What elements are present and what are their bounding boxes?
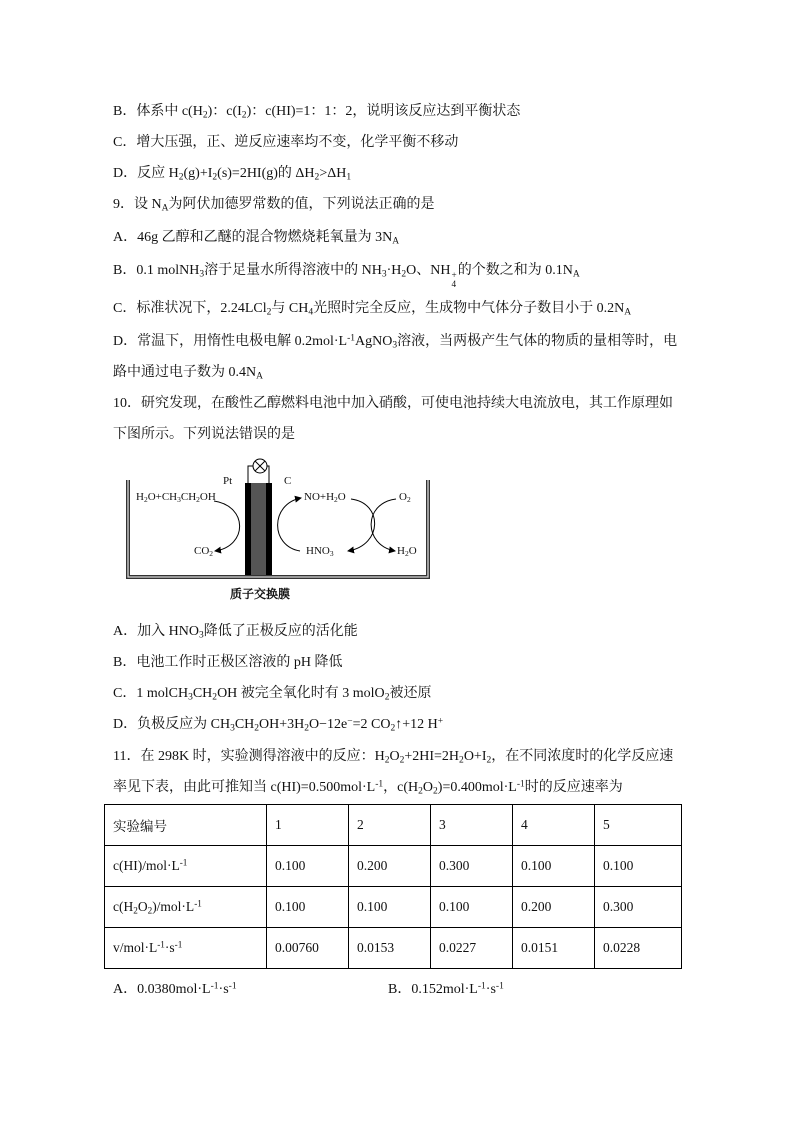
text-run: 10．研究发现，在酸性乙醇燃料电池中加入硝酸，可使电池持续大电流放电，其工作原理如 bbox=[113, 396, 673, 411]
q10-option-d bbox=[113, 715, 443, 735]
q9-option-d-continued bbox=[113, 363, 263, 383]
text-run: (s)=2HI(g)的 ΔH bbox=[217, 166, 315, 181]
table-cell: 0.0228 bbox=[595, 928, 682, 969]
subscript: 2 bbox=[406, 495, 411, 505]
text-run: O、NH bbox=[406, 263, 451, 278]
text-run: 溶液，当两极产生气体的物质的量相等时，电 bbox=[397, 334, 678, 349]
text-run: 降低了正极反应的活化能 bbox=[203, 624, 358, 639]
table-header-cell: 1 bbox=[267, 805, 349, 846]
subscript: 2 bbox=[401, 269, 407, 280]
subscript: 4 bbox=[451, 278, 457, 289]
superscript: + bbox=[437, 716, 444, 727]
anode-reaction-arrow bbox=[214, 501, 240, 551]
row-label bbox=[105, 928, 267, 969]
text-run: 被还原 bbox=[389, 686, 432, 701]
text-run: CH bbox=[180, 491, 197, 503]
superscript: -1 bbox=[495, 981, 504, 992]
table-cell: 0.0153 bbox=[349, 928, 431, 969]
text-run: O bbox=[389, 749, 400, 764]
subscript: 2 bbox=[178, 172, 184, 183]
text-run: OH+3H bbox=[259, 717, 305, 732]
text-run: AgNO bbox=[355, 334, 393, 349]
table-cell: 0.0151 bbox=[513, 928, 595, 969]
q10-option-a bbox=[113, 622, 358, 642]
subscript: 2 bbox=[143, 495, 148, 505]
proton-exchange-membrane bbox=[251, 483, 266, 575]
cathode-wire bbox=[267, 466, 269, 483]
table-cell: 0.100 bbox=[595, 846, 682, 887]
superscript: -1 bbox=[347, 333, 356, 344]
text-run: ，在不同浓度时的化学反应速 bbox=[491, 749, 674, 764]
text-run: 11．在 298K 时，实验测得溶液中的反应：H bbox=[113, 749, 385, 764]
text-run: C．1 molCH bbox=[113, 686, 189, 701]
q8-option-c bbox=[113, 133, 458, 153]
text-run: A．0.0380mol·L bbox=[113, 982, 211, 997]
text-run: B．电池工作时正极区溶液的 pH 降低 bbox=[113, 655, 343, 670]
oxygen-label bbox=[399, 490, 411, 504]
pt-electrode bbox=[245, 483, 251, 575]
text-run: 下图所示。下列说法错误的是 bbox=[113, 427, 295, 442]
text-run: CH bbox=[192, 686, 213, 701]
pt-label bbox=[223, 474, 232, 488]
table-cell: 0.300 bbox=[431, 846, 513, 887]
superscript: + bbox=[451, 270, 457, 281]
subscript: 3 bbox=[230, 723, 235, 734]
membrane-label: 质子交换膜 bbox=[229, 587, 290, 601]
subscript: 3 bbox=[392, 340, 398, 351]
anode-wire bbox=[248, 466, 253, 483]
text-run: ↑+12 H bbox=[395, 717, 438, 732]
text-run: O−12e bbox=[309, 717, 348, 732]
subscript: A bbox=[624, 307, 632, 318]
subscript: 2 bbox=[212, 172, 218, 183]
text-run: C．标准状况下，2.24LCl bbox=[113, 301, 267, 316]
q9-option-b bbox=[113, 261, 580, 289]
table-row bbox=[105, 887, 682, 928]
sub-sup-stack bbox=[452, 271, 457, 289]
subscript: 2 bbox=[390, 723, 396, 734]
subscript: 2 bbox=[196, 495, 200, 505]
text-run: O bbox=[399, 491, 407, 503]
text-run: O bbox=[337, 491, 346, 503]
text-run: A．加入 HNO bbox=[113, 624, 199, 639]
superscript: -1 bbox=[157, 939, 165, 950]
subscript: A bbox=[572, 269, 580, 280]
superscript: -1 bbox=[228, 981, 237, 992]
q10-option-c bbox=[113, 684, 431, 704]
q10-option-b bbox=[113, 653, 342, 673]
row-label bbox=[105, 887, 267, 928]
superscript: -1 bbox=[210, 981, 219, 992]
text-run: CO bbox=[194, 545, 210, 557]
subscript: 2 bbox=[486, 755, 492, 766]
text-run: O+CH bbox=[147, 491, 178, 503]
table-header-cell: 实验编号 bbox=[105, 805, 267, 846]
subscript: 2 bbox=[334, 495, 338, 505]
fuel-cell-diagram bbox=[120, 450, 440, 610]
q8-option-b bbox=[113, 102, 520, 122]
superscript: -1 bbox=[194, 898, 202, 909]
text-run: NO+H bbox=[304, 491, 335, 503]
text-run: CH bbox=[234, 717, 255, 732]
table-cell: 0.100 bbox=[431, 887, 513, 928]
text-run: O bbox=[137, 899, 148, 914]
q9-stem bbox=[113, 195, 435, 215]
subscript: 1 bbox=[346, 172, 352, 183]
subscript: 2 bbox=[212, 692, 218, 703]
subscript: 2 bbox=[241, 110, 247, 121]
superscript: -1 bbox=[516, 779, 525, 790]
nitric-acid-label bbox=[306, 544, 334, 558]
text-run: ·H bbox=[386, 263, 402, 278]
subscript: 2 bbox=[202, 110, 208, 121]
subscript: 2 bbox=[209, 549, 214, 559]
text-run: c(HI)/mol·L bbox=[113, 858, 180, 873]
table-cell: 0.200 bbox=[513, 887, 595, 928]
text-run: H bbox=[136, 491, 144, 503]
subscript: 3 bbox=[381, 269, 387, 280]
text-run: B．0.152mol·L bbox=[388, 982, 478, 997]
text-run: ·s bbox=[164, 940, 175, 955]
text-run: D．反应 H bbox=[113, 166, 179, 181]
anode-product-label bbox=[194, 544, 213, 558]
table-row bbox=[105, 928, 682, 969]
text-run: B．0.1 molNH bbox=[113, 263, 200, 278]
q8-option-d bbox=[113, 164, 351, 184]
text-run: 率见下表，由此可推知当 c(HI)=0.500mol·L bbox=[113, 780, 376, 795]
subscript: 2 bbox=[384, 755, 390, 766]
text-run: D．常温下，用惰性电极电解 0.2mol·L bbox=[113, 334, 348, 349]
table-header-row bbox=[105, 805, 682, 846]
text-run: ，c(H bbox=[383, 780, 419, 795]
text-run: O bbox=[408, 545, 417, 557]
row-label bbox=[105, 846, 267, 887]
subscript: 2 bbox=[304, 723, 310, 734]
subscript: A bbox=[392, 236, 400, 247]
cathode-product-label bbox=[304, 490, 346, 504]
table-row bbox=[105, 846, 682, 887]
text-run: >ΔH bbox=[319, 166, 347, 181]
table-cell: 0.00760 bbox=[267, 928, 349, 969]
text-run: 时的反应速率为 bbox=[524, 780, 623, 795]
text-run: c(H bbox=[113, 899, 134, 914]
text-run: +2HI=2H bbox=[404, 749, 460, 764]
table-cell: 0.100 bbox=[349, 887, 431, 928]
q9-option-d bbox=[113, 332, 677, 352]
subscript: 2 bbox=[418, 786, 423, 797]
text-run: O bbox=[422, 780, 434, 795]
text-run: OH 被完全氧化时有 3 molO bbox=[217, 686, 385, 701]
q11-stem-continued bbox=[113, 778, 623, 798]
subscript: 3 bbox=[329, 549, 334, 559]
text-run: Pt bbox=[223, 475, 233, 487]
text-run: (g)+I bbox=[183, 166, 213, 181]
subscript: 3 bbox=[188, 692, 193, 703]
q11-stem bbox=[113, 747, 673, 767]
carbon-electrode bbox=[266, 483, 272, 575]
text-run: 9．设 N bbox=[113, 197, 162, 212]
subscript: 2 bbox=[266, 307, 272, 318]
text-run: C．增大压强，正、逆反应速率均不变，化学平衡不移动 bbox=[113, 135, 459, 150]
text-run: 溶于足量水所得溶液中的 NH bbox=[204, 263, 382, 278]
subscript: 2 bbox=[147, 905, 153, 916]
subscript: 3 bbox=[199, 269, 205, 280]
table-header-cell: 3 bbox=[431, 805, 513, 846]
text-run: C bbox=[284, 475, 292, 487]
table-cell: 0.100 bbox=[513, 846, 595, 887]
anode-reactants-label bbox=[136, 490, 216, 504]
q11-option-a bbox=[113, 980, 237, 1000]
superscript: -1 bbox=[477, 981, 486, 992]
text-run: 的个数之和为 0.1N bbox=[457, 263, 573, 278]
superscript: − bbox=[347, 716, 353, 727]
table-header-cell: 4 bbox=[513, 805, 595, 846]
table-cell: 0.100 bbox=[267, 846, 349, 887]
subscript: 3 bbox=[198, 630, 204, 641]
superscript: -1 bbox=[375, 779, 384, 790]
subscript: 2 bbox=[399, 755, 405, 766]
q9-option-c bbox=[113, 299, 631, 319]
q10-stem-continued bbox=[113, 425, 295, 445]
subscript: 2 bbox=[433, 786, 438, 797]
subscript: 2 bbox=[254, 723, 260, 734]
cathode-reaction-arrow bbox=[278, 498, 301, 551]
subscript: 2 bbox=[404, 549, 409, 559]
subscript: 2 bbox=[314, 172, 320, 183]
text-run: O+I bbox=[463, 749, 487, 764]
subscript: 2 bbox=[459, 755, 464, 766]
subscript: A bbox=[256, 371, 263, 382]
table-cell: 0.300 bbox=[595, 887, 682, 928]
text-run: )：c(HI)=1：1：2，说明该反应达到平衡状态 bbox=[246, 104, 521, 119]
q10-stem bbox=[113, 394, 673, 414]
text-run: HNO bbox=[306, 545, 330, 557]
q11-option-b bbox=[388, 980, 504, 1000]
superscript: -1 bbox=[179, 857, 188, 868]
text-run: v/mol·L bbox=[113, 940, 158, 955]
text-run: OH bbox=[199, 491, 216, 503]
subscript: 2 bbox=[384, 692, 390, 703]
text-run: 路中通过电子数为 0.4N bbox=[113, 365, 257, 380]
subscript: 2 bbox=[133, 905, 138, 916]
text-run: 与 CH bbox=[271, 301, 309, 316]
table-cell: 0.0227 bbox=[431, 928, 513, 969]
subscript: 3 bbox=[177, 495, 181, 505]
text-run: )=0.400mol·L bbox=[437, 780, 517, 795]
text-run: )/mol·L bbox=[152, 899, 195, 914]
carbon-label bbox=[284, 474, 291, 488]
text-run: =2 CO bbox=[352, 717, 391, 732]
text-run: 为阿伏加德罗常数的值，下列说法正确的是 bbox=[168, 197, 435, 212]
table-cell: 0.200 bbox=[349, 846, 431, 887]
text-run: A．46g 乙醇和乙醚的混合物燃烧耗氧量为 3N bbox=[113, 230, 393, 245]
text-run: ·s bbox=[485, 982, 496, 997]
table-cell: 0.100 bbox=[267, 887, 349, 928]
superscript: -1 bbox=[174, 939, 183, 950]
subscript: A bbox=[161, 203, 169, 214]
rate-data-table bbox=[104, 804, 682, 969]
text-run: )：c(I bbox=[207, 104, 242, 119]
water-label bbox=[397, 544, 417, 558]
subscript: 4 bbox=[308, 307, 314, 318]
text-run: H bbox=[397, 545, 405, 557]
text-run: B．体系中 c(H bbox=[113, 104, 203, 119]
q9-option-a bbox=[113, 228, 399, 248]
text-run: 光照时完全反应，生成物中气体分子数目小于 0.2N bbox=[313, 301, 625, 316]
text-run: D．负极反应为 CH bbox=[113, 717, 231, 732]
lamp-icon bbox=[253, 459, 267, 473]
table-header-cell: 2 bbox=[349, 805, 431, 846]
table-header-cell: 5 bbox=[595, 805, 682, 846]
text-run: ·s bbox=[218, 982, 229, 997]
